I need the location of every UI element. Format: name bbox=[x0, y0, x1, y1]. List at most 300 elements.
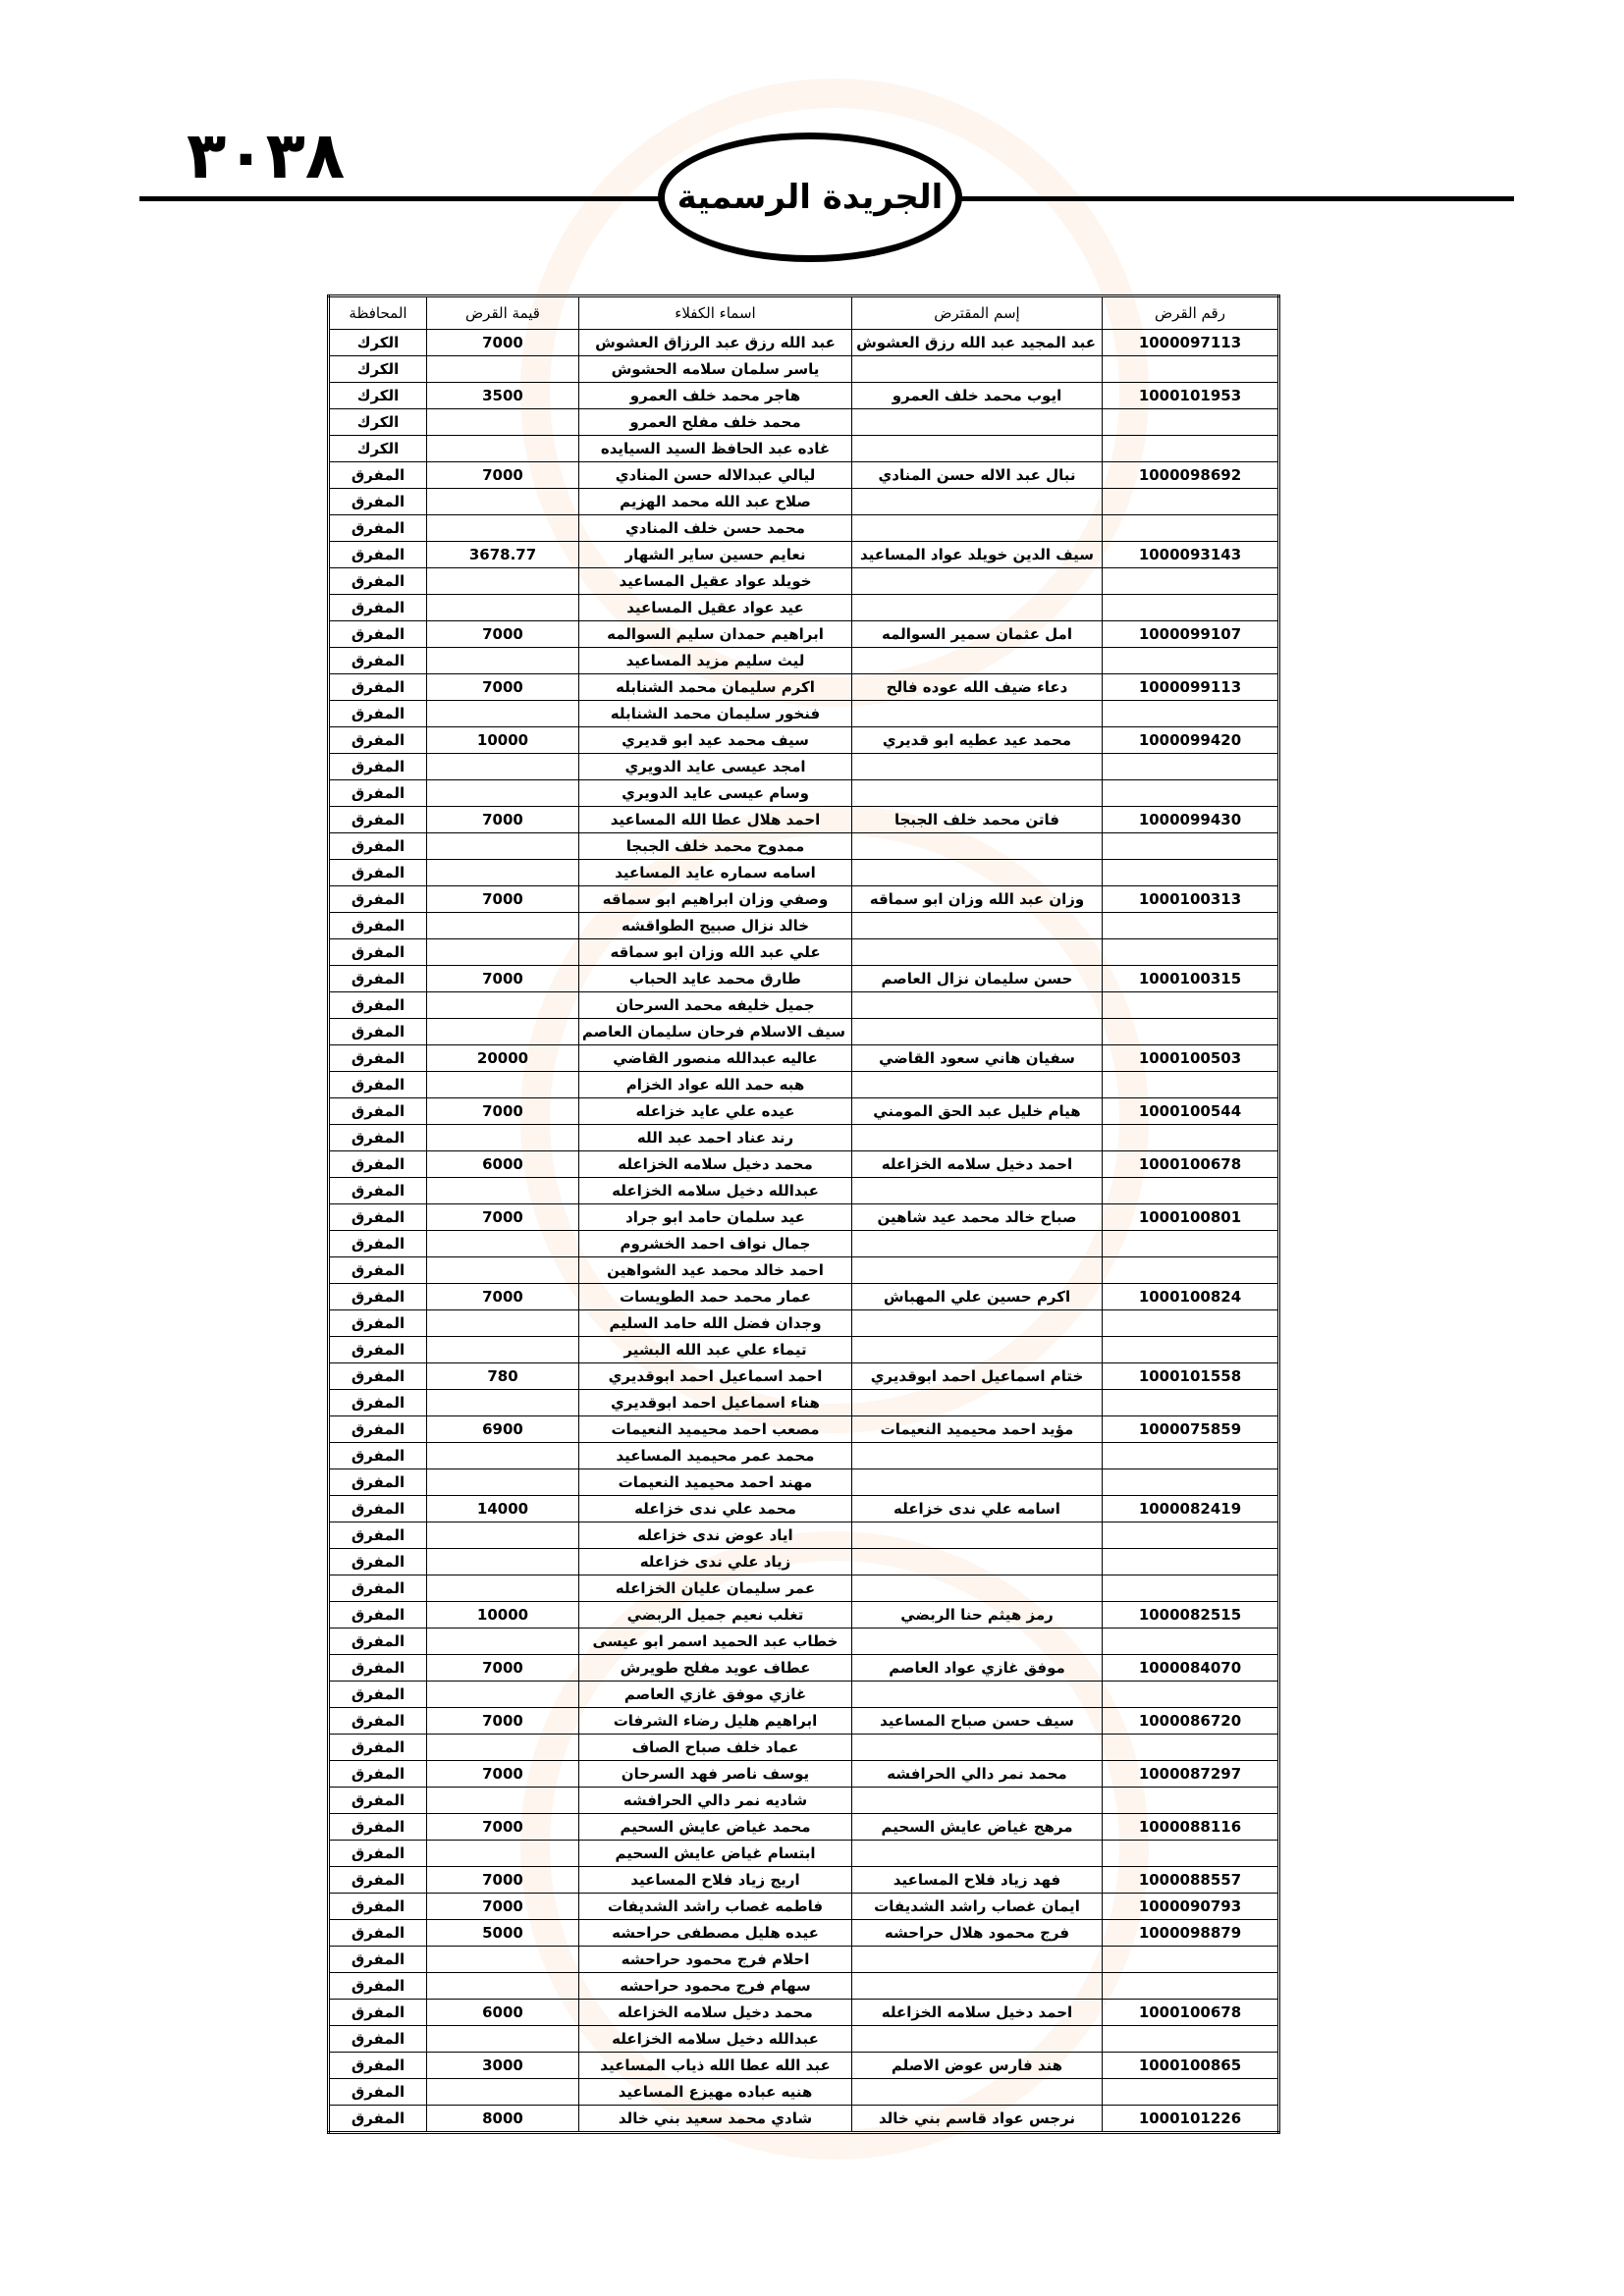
loan-id-cell: 1000097113 bbox=[1103, 330, 1279, 356]
loan-id-cell: 1000101953 bbox=[1103, 383, 1279, 409]
borrower-cell bbox=[852, 1019, 1103, 1045]
guarantor-cell: محمد خلف مفلح العمرو bbox=[579, 409, 852, 436]
table-row bbox=[329, 1072, 1279, 1098]
governorate-cell: المفرق bbox=[329, 1761, 427, 1788]
guarantor-cell: غازي موفق غازي العاصم bbox=[579, 1682, 852, 1708]
borrower-cell: محمد نمر دالي الحرافشه bbox=[852, 1761, 1103, 1788]
loan-id-cell: 1000099430 bbox=[1103, 807, 1279, 833]
loan-id-cell: 1000101226 bbox=[1103, 2106, 1279, 2133]
amount-cell bbox=[427, 701, 579, 727]
loan-id-cell bbox=[1103, 754, 1279, 780]
table-row bbox=[329, 568, 1279, 595]
borrower-cell: ختام اسماعيل احمد ابوقديري bbox=[852, 1363, 1103, 1390]
amount-cell bbox=[427, 2026, 579, 2053]
borrower-cell: هند فارس عوض الاصلم bbox=[852, 2053, 1103, 2079]
guarantor-cell: عبد الله رزق عبد الرزاق العشوش bbox=[579, 330, 852, 356]
guarantor-cell: محمد حسن خلف المنادي bbox=[579, 515, 852, 542]
loan-id-cell bbox=[1103, 860, 1279, 886]
table-row bbox=[329, 886, 1279, 913]
amount-cell bbox=[427, 648, 579, 674]
borrower-cell: دعاء ضيف الله عوده فالح bbox=[852, 674, 1103, 701]
guarantor-cell: عيد عواد عقيل المساعيد bbox=[579, 595, 852, 621]
guarantor-cell: زياد علي ندى خزاعله bbox=[579, 1549, 852, 1575]
guarantor-cell: اكرم سليمان محمد الشنابله bbox=[579, 674, 852, 701]
amount-cell bbox=[427, 780, 579, 807]
loan-id-cell: 1000100544 bbox=[1103, 1098, 1279, 1125]
guarantor-cell: يوسف ناصر فهد السرحان bbox=[579, 1761, 852, 1788]
guarantor-cell: عبدالله دخيل سلامه الخزاعله bbox=[579, 2026, 852, 2053]
borrower-cell bbox=[852, 1337, 1103, 1363]
loan-id-cell: 1000100503 bbox=[1103, 1045, 1279, 1072]
borrower-cell: نبال عبد الاله حسن المنادي bbox=[852, 462, 1103, 489]
loan-id-cell bbox=[1103, 701, 1279, 727]
table-row bbox=[329, 1337, 1279, 1363]
header-title: الجريدة الرسمية bbox=[677, 178, 944, 217]
borrower-cell: هيام خليل عبد الحق المومني bbox=[852, 1098, 1103, 1125]
governorate-cell: المفرق bbox=[329, 542, 427, 568]
governorate-cell: المفرق bbox=[329, 1337, 427, 1363]
table-row bbox=[329, 1549, 1279, 1575]
table-row bbox=[329, 1947, 1279, 1973]
amount-cell: 7000 bbox=[427, 1204, 579, 1231]
table-row bbox=[329, 1867, 1279, 1894]
amount-cell bbox=[427, 1549, 579, 1575]
guarantor-cell: اريج زياد فلاح المساعيد bbox=[579, 1867, 852, 1894]
table-row bbox=[329, 860, 1279, 886]
borrower-cell bbox=[852, 1178, 1103, 1204]
amount-cell bbox=[427, 436, 579, 462]
borrower-cell: مؤيد احمد محيميد النعيمات bbox=[852, 1416, 1103, 1443]
amount-cell bbox=[427, 409, 579, 436]
guarantor-cell: عمر سليمان عليان الخزاعله bbox=[579, 1575, 852, 1602]
amount-cell: 7000 bbox=[427, 1098, 579, 1125]
governorate-cell: المفرق bbox=[329, 1363, 427, 1390]
loan-id-cell bbox=[1103, 1178, 1279, 1204]
loan-id-cell bbox=[1103, 595, 1279, 621]
borrower-cell bbox=[852, 515, 1103, 542]
table-header-row bbox=[329, 296, 1279, 330]
borrower-cell bbox=[852, 833, 1103, 860]
governorate-cell: المفرق bbox=[329, 807, 427, 833]
borrower-cell: فرج محمود هلال حراحشه bbox=[852, 1920, 1103, 1947]
guarantor-cell: عماد خلف صباح الصاف bbox=[579, 1735, 852, 1761]
governorate-cell: المفرق bbox=[329, 1575, 427, 1602]
table-row bbox=[329, 1125, 1279, 1151]
loan-id-cell: 1000082419 bbox=[1103, 1496, 1279, 1522]
amount-cell: 7000 bbox=[427, 1655, 579, 1682]
guarantor-cell: طارق محمد عايد الحباب bbox=[579, 966, 852, 992]
amount-cell bbox=[427, 1522, 579, 1549]
loan-id-cell: 1000100865 bbox=[1103, 2053, 1279, 2079]
loan-id-cell bbox=[1103, 1947, 1279, 1973]
amount-cell bbox=[427, 1575, 579, 1602]
borrower-cell: صباح خالد محمد عيد شاهين bbox=[852, 1204, 1103, 1231]
borrower-cell bbox=[852, 913, 1103, 939]
borrower-cell: سيف الدين خويلد عواد المساعيد bbox=[852, 542, 1103, 568]
borrower-cell bbox=[852, 939, 1103, 966]
governorate-cell: المفرق bbox=[329, 966, 427, 992]
loan-id-cell: 1000087297 bbox=[1103, 1761, 1279, 1788]
borrower-cell: فاتن محمد خلف الجبجا bbox=[852, 807, 1103, 833]
borrower-cell bbox=[852, 701, 1103, 727]
table-row bbox=[329, 833, 1279, 860]
loan-id-cell bbox=[1103, 515, 1279, 542]
borrower-cell: سيف حسن صباح المساعيد bbox=[852, 1708, 1103, 1735]
borrower-cell bbox=[852, 1443, 1103, 1469]
guarantor-cell: خطاب عبد الحميد اسمر ابو عيسى bbox=[579, 1629, 852, 1655]
loan-id-cell bbox=[1103, 1841, 1279, 1867]
guarantor-cell: هنيه عباده مهيزع المساعيد bbox=[579, 2079, 852, 2106]
guarantor-cell: محمد عمر محيميد المساعيد bbox=[579, 1443, 852, 1469]
amount-cell bbox=[427, 1973, 579, 2000]
loan-id-cell bbox=[1103, 568, 1279, 595]
amount-cell bbox=[427, 1337, 579, 1363]
guarantor-cell: شادي محمد سعيد بني خالد bbox=[579, 2106, 852, 2133]
amount-cell: 3678.77 bbox=[427, 542, 579, 568]
loan-id-cell: 1000093143 bbox=[1103, 542, 1279, 568]
amount-cell bbox=[427, 1947, 579, 1973]
table-row bbox=[329, 1735, 1279, 1761]
guarantor-cell: سهام فرج محمود حراحشه bbox=[579, 1973, 852, 2000]
governorate-cell: المفرق bbox=[329, 913, 427, 939]
loan-id-cell: 1000090793 bbox=[1103, 1894, 1279, 1920]
loan-id-cell: 1000088116 bbox=[1103, 1814, 1279, 1841]
table-row bbox=[329, 1841, 1279, 1867]
loan-id-cell: 1000098879 bbox=[1103, 1920, 1279, 1947]
borrower-cell bbox=[852, 1469, 1103, 1496]
governorate-cell: المفرق bbox=[329, 1231, 427, 1257]
loan-id-cell bbox=[1103, 2026, 1279, 2053]
guarantor-cell: مهند احمد محيميد النعيمات bbox=[579, 1469, 852, 1496]
guarantor-cell: عبد الله عطا الله ذياب المساعيد bbox=[579, 2053, 852, 2079]
borrower-cell bbox=[852, 780, 1103, 807]
governorate-cell: المفرق bbox=[329, 1973, 427, 2000]
guarantor-cell: ليث سليم مزيد المساعيد bbox=[579, 648, 852, 674]
loan-id-cell: 1000100678 bbox=[1103, 2000, 1279, 2026]
loan-id-cell: 1000101558 bbox=[1103, 1363, 1279, 1390]
governorate-cell: المفرق bbox=[329, 1443, 427, 1469]
governorate-cell: المفرق bbox=[329, 1602, 427, 1629]
amount-cell bbox=[427, 1841, 579, 1867]
borrower-cell bbox=[852, 489, 1103, 515]
loan-id-cell: 1000088557 bbox=[1103, 1867, 1279, 1894]
loan-id-cell bbox=[1103, 1973, 1279, 2000]
guarantor-cell: احلام فرج محمود حراحشه bbox=[579, 1947, 852, 1973]
borrower-cell bbox=[852, 1629, 1103, 1655]
governorate-cell: المفرق bbox=[329, 568, 427, 595]
amount-cell bbox=[427, 568, 579, 595]
table-row bbox=[329, 2106, 1279, 2133]
loan-id-cell bbox=[1103, 1469, 1279, 1496]
governorate-cell: المفرق bbox=[329, 1947, 427, 1973]
governorate-cell: المفرق bbox=[329, 1125, 427, 1151]
borrower-cell: محمد عيد عطيه ابو قديري bbox=[852, 727, 1103, 754]
amount-cell bbox=[427, 754, 579, 780]
header-loan-id: رقم القرض bbox=[1103, 296, 1279, 330]
guarantor-cell: جميل خليفه محمد السرحان bbox=[579, 992, 852, 1019]
guarantor-cell: عيده علي عايد خزاعله bbox=[579, 1098, 852, 1125]
guarantor-cell: وصفي وزان ابراهيم ابو سماقه bbox=[579, 886, 852, 913]
table-row bbox=[329, 1522, 1279, 1549]
guarantor-cell: محمد دخيل سلامه الخزاعله bbox=[579, 2000, 852, 2026]
loan-id-cell bbox=[1103, 1072, 1279, 1098]
borrower-cell bbox=[852, 356, 1103, 383]
table-row bbox=[329, 939, 1279, 966]
loan-id-cell: 1000100824 bbox=[1103, 1284, 1279, 1310]
guarantor-cell: عبدالله دخيل سلامه الخزاعله bbox=[579, 1178, 852, 1204]
amount-cell bbox=[427, 1788, 579, 1814]
borrower-cell bbox=[852, 595, 1103, 621]
table-row bbox=[329, 1602, 1279, 1629]
governorate-cell: الكرك bbox=[329, 409, 427, 436]
borrower-cell bbox=[852, 1125, 1103, 1151]
table-row bbox=[329, 515, 1279, 542]
loan-id-cell bbox=[1103, 1310, 1279, 1337]
table-row bbox=[329, 1257, 1279, 1284]
table-row bbox=[329, 1390, 1279, 1416]
loan-id-cell bbox=[1103, 1443, 1279, 1469]
table-row bbox=[329, 2026, 1279, 2053]
amount-cell: 3500 bbox=[427, 383, 579, 409]
amount-cell: 10000 bbox=[427, 1602, 579, 1629]
loan-id-cell bbox=[1103, 1788, 1279, 1814]
guarantor-cell: رند عناد احمد عبد الله bbox=[579, 1125, 852, 1151]
borrower-cell: ايوب محمد خلف العمرو bbox=[852, 383, 1103, 409]
table-row bbox=[329, 754, 1279, 780]
amount-cell: 780 bbox=[427, 1363, 579, 1390]
borrower-cell bbox=[852, 1973, 1103, 2000]
loan-id-cell bbox=[1103, 1549, 1279, 1575]
amount-cell: 7000 bbox=[427, 966, 579, 992]
guarantor-cell: تغلب نعيم جميل الربضي bbox=[579, 1602, 852, 1629]
amount-cell bbox=[427, 356, 579, 383]
guarantor-cell: ابراهيم حمدان سليم السوالمه bbox=[579, 621, 852, 648]
amount-cell bbox=[427, 1231, 579, 1257]
governorate-cell: الكرك bbox=[329, 436, 427, 462]
governorate-cell: المفرق bbox=[329, 515, 427, 542]
table-row bbox=[329, 1231, 1279, 1257]
table-row bbox=[329, 409, 1279, 436]
loan-id-cell bbox=[1103, 992, 1279, 1019]
table-row bbox=[329, 674, 1279, 701]
header-amount: قيمة القرض bbox=[427, 296, 579, 330]
borrower-cell: عبد المجيد عبد الله رزق العشوش bbox=[852, 330, 1103, 356]
amount-cell bbox=[427, 1125, 579, 1151]
amount-cell bbox=[427, 1735, 579, 1761]
borrower-cell: اسامه علي ندى خزاعله bbox=[852, 1496, 1103, 1522]
amount-cell: 7000 bbox=[427, 462, 579, 489]
amount-cell: 7000 bbox=[427, 1284, 579, 1310]
table-row bbox=[329, 1469, 1279, 1496]
guarantor-cell: عطاف عويد مفلح طويرش bbox=[579, 1655, 852, 1682]
governorate-cell: المفرق bbox=[329, 2026, 427, 2053]
loan-id-cell bbox=[1103, 1125, 1279, 1151]
amount-cell bbox=[427, 913, 579, 939]
amount-cell: 7000 bbox=[427, 330, 579, 356]
amount-cell: 7000 bbox=[427, 1761, 579, 1788]
amount-cell: 7000 bbox=[427, 807, 579, 833]
loan-id-cell bbox=[1103, 2079, 1279, 2106]
borrower-cell bbox=[852, 2026, 1103, 2053]
table-row bbox=[329, 436, 1279, 462]
guarantor-cell: محمد علي ندى خزاعله bbox=[579, 1496, 852, 1522]
borrower-cell bbox=[852, 1310, 1103, 1337]
governorate-cell: المفرق bbox=[329, 1469, 427, 1496]
loan-id-cell bbox=[1103, 1522, 1279, 1549]
loan-id-cell bbox=[1103, 833, 1279, 860]
guarantor-cell: عمار محمد حمد الطويسات bbox=[579, 1284, 852, 1310]
governorate-cell: المفرق bbox=[329, 648, 427, 674]
amount-cell: 7000 bbox=[427, 1708, 579, 1735]
table-row bbox=[329, 1363, 1279, 1390]
amount-cell bbox=[427, 833, 579, 860]
loan-id-cell: 1000084070 bbox=[1103, 1655, 1279, 1682]
guarantor-cell: سيف الاسلام فرحان سليمان العاصم bbox=[579, 1019, 852, 1045]
loan-id-cell bbox=[1103, 489, 1279, 515]
guarantor-cell: ياسر سلمان سلامه الحشوش bbox=[579, 356, 852, 383]
governorate-cell: المفرق bbox=[329, 727, 427, 754]
table-row bbox=[329, 1629, 1279, 1655]
loan-id-cell: 1000099420 bbox=[1103, 727, 1279, 754]
guarantor-cell: احمد خالد محمد عيد الشواهين bbox=[579, 1257, 852, 1284]
governorate-cell: المفرق bbox=[329, 621, 427, 648]
table-row bbox=[329, 2053, 1279, 2079]
borrower-cell bbox=[852, 409, 1103, 436]
governorate-cell: المفرق bbox=[329, 1204, 427, 1231]
amount-cell: 8000 bbox=[427, 2106, 579, 2133]
header-guarantors: اسماء الكفلاء bbox=[579, 296, 852, 330]
amount-cell: 7000 bbox=[427, 674, 579, 701]
table-row bbox=[329, 1284, 1279, 1310]
governorate-cell: المفرق bbox=[329, 1072, 427, 1098]
governorate-cell: الكرك bbox=[329, 383, 427, 409]
governorate-cell: المفرق bbox=[329, 1151, 427, 1178]
governorate-cell: المفرق bbox=[329, 1867, 427, 1894]
amount-cell: 3000 bbox=[427, 2053, 579, 2079]
governorate-cell: المفرق bbox=[329, 1682, 427, 1708]
table-row bbox=[329, 1178, 1279, 1204]
header-governorate: المحافظة bbox=[329, 296, 427, 330]
table-row bbox=[329, 462, 1279, 489]
borrower-cell bbox=[852, 1390, 1103, 1416]
guarantor-cell: محمد غياض عايش السحيم bbox=[579, 1814, 852, 1841]
table-body bbox=[329, 330, 1279, 2133]
governorate-cell: المفرق bbox=[329, 2000, 427, 2026]
table-row bbox=[329, 2000, 1279, 2026]
table-row bbox=[329, 807, 1279, 833]
loan-id-cell bbox=[1103, 1682, 1279, 1708]
table-row bbox=[329, 1761, 1279, 1788]
governorate-cell: المفرق bbox=[329, 1416, 427, 1443]
amount-cell bbox=[427, 1072, 579, 1098]
governorate-cell: المفرق bbox=[329, 1257, 427, 1284]
amount-cell bbox=[427, 1257, 579, 1284]
governorate-cell: المفرق bbox=[329, 2106, 427, 2133]
loan-id-cell bbox=[1103, 1019, 1279, 1045]
governorate-cell: المفرق bbox=[329, 1894, 427, 1920]
guarantor-cell: ليالي عبدالاله حسن المنادي bbox=[579, 462, 852, 489]
loan-id-cell bbox=[1103, 1575, 1279, 1602]
amount-cell bbox=[427, 992, 579, 1019]
table-row bbox=[329, 356, 1279, 383]
amount-cell: 7000 bbox=[427, 1867, 579, 1894]
loan-id-cell bbox=[1103, 648, 1279, 674]
governorate-cell: المفرق bbox=[329, 1708, 427, 1735]
loan-id-cell: 1000086720 bbox=[1103, 1708, 1279, 1735]
loan-id-cell: 1000099107 bbox=[1103, 621, 1279, 648]
governorate-cell: المفرق bbox=[329, 780, 427, 807]
governorate-cell: المفرق bbox=[329, 1814, 427, 1841]
governorate-cell: المفرق bbox=[329, 2079, 427, 2106]
guarantor-cell: احمد هلال عطا الله المساعيد bbox=[579, 807, 852, 833]
table-row bbox=[329, 383, 1279, 409]
amount-cell bbox=[427, 1310, 579, 1337]
table-row bbox=[329, 1575, 1279, 1602]
guarantor-cell: جمال نواف احمد الخشروم bbox=[579, 1231, 852, 1257]
loan-id-cell: 1000075859 bbox=[1103, 1416, 1279, 1443]
amount-cell: 6000 bbox=[427, 2000, 579, 2026]
guarantor-cell: غاده عبد الحافظ السيد السيايده bbox=[579, 436, 852, 462]
governorate-cell: المفرق bbox=[329, 939, 427, 966]
amount-cell: 10000 bbox=[427, 727, 579, 754]
table-row bbox=[329, 648, 1279, 674]
amount-cell bbox=[427, 1469, 579, 1496]
borrower-cell bbox=[852, 1788, 1103, 1814]
guarantor-cell: اسامه سماره عايد المساعيد bbox=[579, 860, 852, 886]
amount-cell bbox=[427, 595, 579, 621]
loan-id-cell bbox=[1103, 1337, 1279, 1363]
loan-id-cell bbox=[1103, 436, 1279, 462]
guarantor-cell: فنخور سليمان محمد الشنابله bbox=[579, 701, 852, 727]
header-borrower: إسم المقترض bbox=[852, 296, 1103, 330]
governorate-cell: المفرق bbox=[329, 860, 427, 886]
borrower-cell bbox=[852, 1231, 1103, 1257]
guarantor-cell: ابراهيم هليل رضاء الشرفات bbox=[579, 1708, 852, 1735]
page-number: ٣٠٣٨ bbox=[187, 118, 346, 193]
governorate-cell: المفرق bbox=[329, 1788, 427, 1814]
borrower-cell bbox=[852, 992, 1103, 1019]
governorate-cell: المفرق bbox=[329, 1098, 427, 1125]
governorate-cell: المفرق bbox=[329, 1310, 427, 1337]
guarantor-cell: ابتسام غياض عايش السحيم bbox=[579, 1841, 852, 1867]
table-row bbox=[329, 1443, 1279, 1469]
governorate-cell: المفرق bbox=[329, 992, 427, 1019]
governorate-cell: المفرق bbox=[329, 1284, 427, 1310]
borrower-cell bbox=[852, 1549, 1103, 1575]
guarantor-cell: وسام عيسى عايد الدويري bbox=[579, 780, 852, 807]
governorate-cell: المفرق bbox=[329, 1735, 427, 1761]
borrower-cell: احمد دخيل سلامه الخزاعله bbox=[852, 2000, 1103, 2026]
borrower-cell: امل عثمان سمير السوالمه bbox=[852, 621, 1103, 648]
governorate-cell: الكرك bbox=[329, 356, 427, 383]
loan-id-cell: 1000100801 bbox=[1103, 1204, 1279, 1231]
table-row bbox=[329, 489, 1279, 515]
guarantor-cell: عيد سلمان حامد ابو جراد bbox=[579, 1204, 852, 1231]
borrower-cell: مرهج غياض عايش السحيم bbox=[852, 1814, 1103, 1841]
table-row bbox=[329, 913, 1279, 939]
amount-cell: 7000 bbox=[427, 621, 579, 648]
amount-cell bbox=[427, 1390, 579, 1416]
borrower-cell bbox=[852, 1575, 1103, 1602]
loans-table bbox=[327, 294, 1280, 2134]
governorate-cell: المفرق bbox=[329, 1841, 427, 1867]
table-row bbox=[329, 780, 1279, 807]
amount-cell bbox=[427, 860, 579, 886]
loan-id-cell bbox=[1103, 1735, 1279, 1761]
governorate-cell: المفرق bbox=[329, 1655, 427, 1682]
loan-id-cell: 1000100315 bbox=[1103, 966, 1279, 992]
table-row bbox=[329, 621, 1279, 648]
